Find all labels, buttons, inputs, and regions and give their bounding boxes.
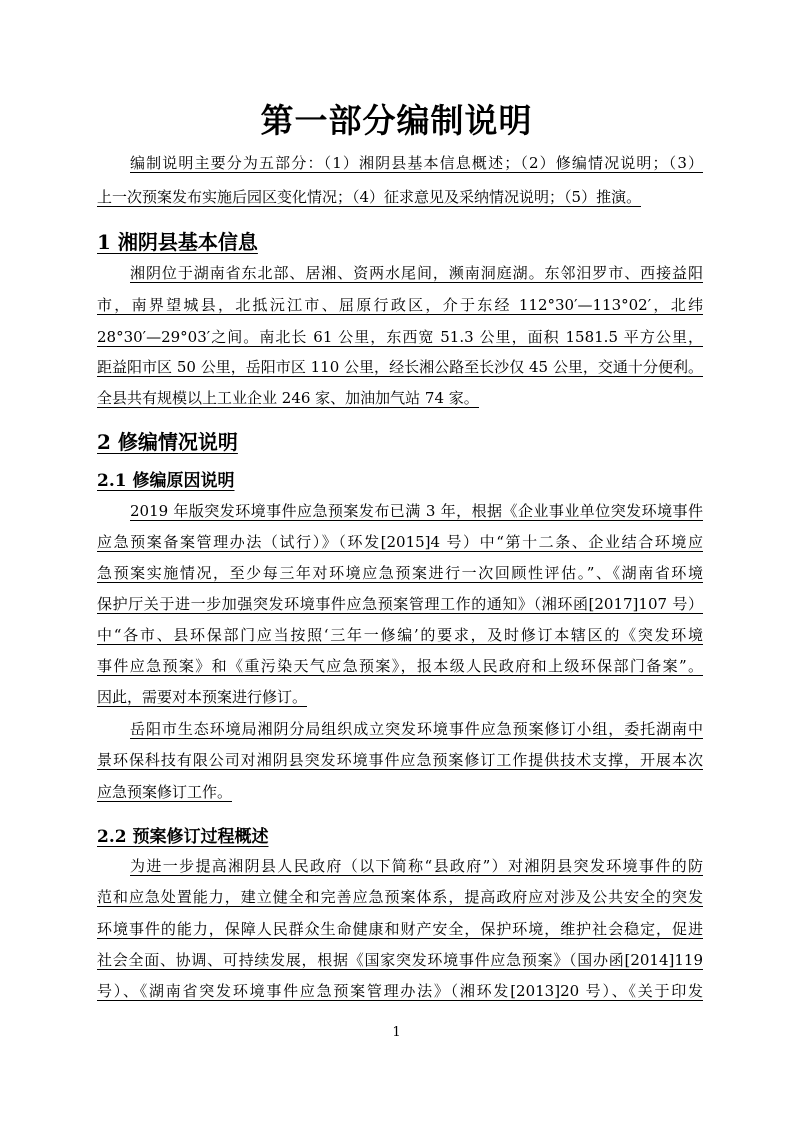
section2-2-line: 范和应急处置能力，建立健全和完善应急预案体系，提高政府应对涉及公共安全的突发	[97, 888, 703, 906]
section2-1-line: 景环保科技有限公司对湘阴县突发环境事件应急预案修订工作提供技术支撑，开展本次	[97, 751, 703, 769]
section1-line: 距益阳市区 50 公里，岳阳市区 110 公里，经长湘公路至长沙仅 45 公里，交通十分便利。	[97, 358, 703, 376]
intro-line: 上一次预案发布实施后园区变化情况；（4）征求意见及采纳情况说明；（5）推演。	[97, 188, 642, 206]
section2-1-line: 应急预案修订工作。	[97, 783, 233, 801]
page-title: 第一部分编制说明	[260, 101, 533, 140]
section2-1-line: 事件应急预案》和《重污染天气应急预案》，报本级人民政府和上级环保部门备案”。	[97, 657, 703, 675]
section2-heading: 2 修编情况说明	[97, 430, 238, 454]
section1-line: 湘阴位于湖南省东北部、居湘、资两水尾间，濒南洞庭湖。东邻汨罗市、西接益阳	[130, 264, 703, 282]
section2-2-heading: 2.2 预案修订过程概述	[97, 827, 269, 847]
section2-2-line: 社会全面、协调、可持续发展，根据《国家突发环境事件应急预案》（国办函[2014]119	[97, 951, 703, 969]
section1-line: 全县共有规模以上工业企业 246 家、加油加气站 74 家。	[97, 389, 479, 407]
section2-1-line: 2019 年版突发环境事件应急预案发布已满 3 年，根据《企业事业单位突发环境事件	[130, 502, 703, 520]
section2-2-line: 环境事件的能力，保障人民群众生命健康和财产安全，保护环境，维护社会稳定，促进	[97, 920, 703, 938]
section2-2-line: 号）、《湖南省突发环境事件应急预案管理办法》（湘环发[2013]20 号）、《关于印发	[97, 982, 703, 1000]
section2-1-heading: 2.1 修编原因说明	[97, 471, 235, 491]
section1-line: 市，南界望城县，北抵沅江市、屈原行政区，介于东经 112°30′—113°02′，北纬	[97, 296, 703, 314]
section2-1-line: 保护厅关于进一步加强突发环境事件应急预案管理工作的通知》（湘环函[2017]107 号）	[97, 595, 703, 613]
intro-line: 编制说明主要分为五部分：（1）湘阴县基本信息概述；（2）修编情况说明；（3）	[130, 154, 703, 172]
section2-1-line: 中“各市、县环保部门应当按照‘三年一修编’的要求，及时修订本辖区的《突发环境	[97, 626, 703, 644]
section2-1-line: 应急预案备案管理办法（试行）》（环发[2015]4 号）中“第十二条、企业结合环境应	[97, 533, 703, 551]
section2-1-line: 因此，需要对本预案进行修订。	[97, 688, 308, 706]
section2-1-line: 急预案实施情况，至少每三年对环境应急预案进行一次回顾性评估。”、《湖南省环境	[97, 564, 703, 582]
section2-2-line: 为进一步提高湘阴县人民政府（以下简称“县政府”）对湘阴县突发环境事件的防	[130, 857, 703, 875]
section2-1-line: 岳阳市生态环境局湘阴分局组织成立突发环境事件应急预案修订小组，委托湖南中	[130, 720, 703, 738]
section1-heading: 1 湘阴县基本信息	[97, 230, 258, 254]
page-number: 1	[392, 1025, 401, 1040]
section1-line: 28°30′—29°03′之间。南北长 61 公里，东西宽 51.3 公里，面积 1581.5 平方公里，	[97, 328, 703, 346]
